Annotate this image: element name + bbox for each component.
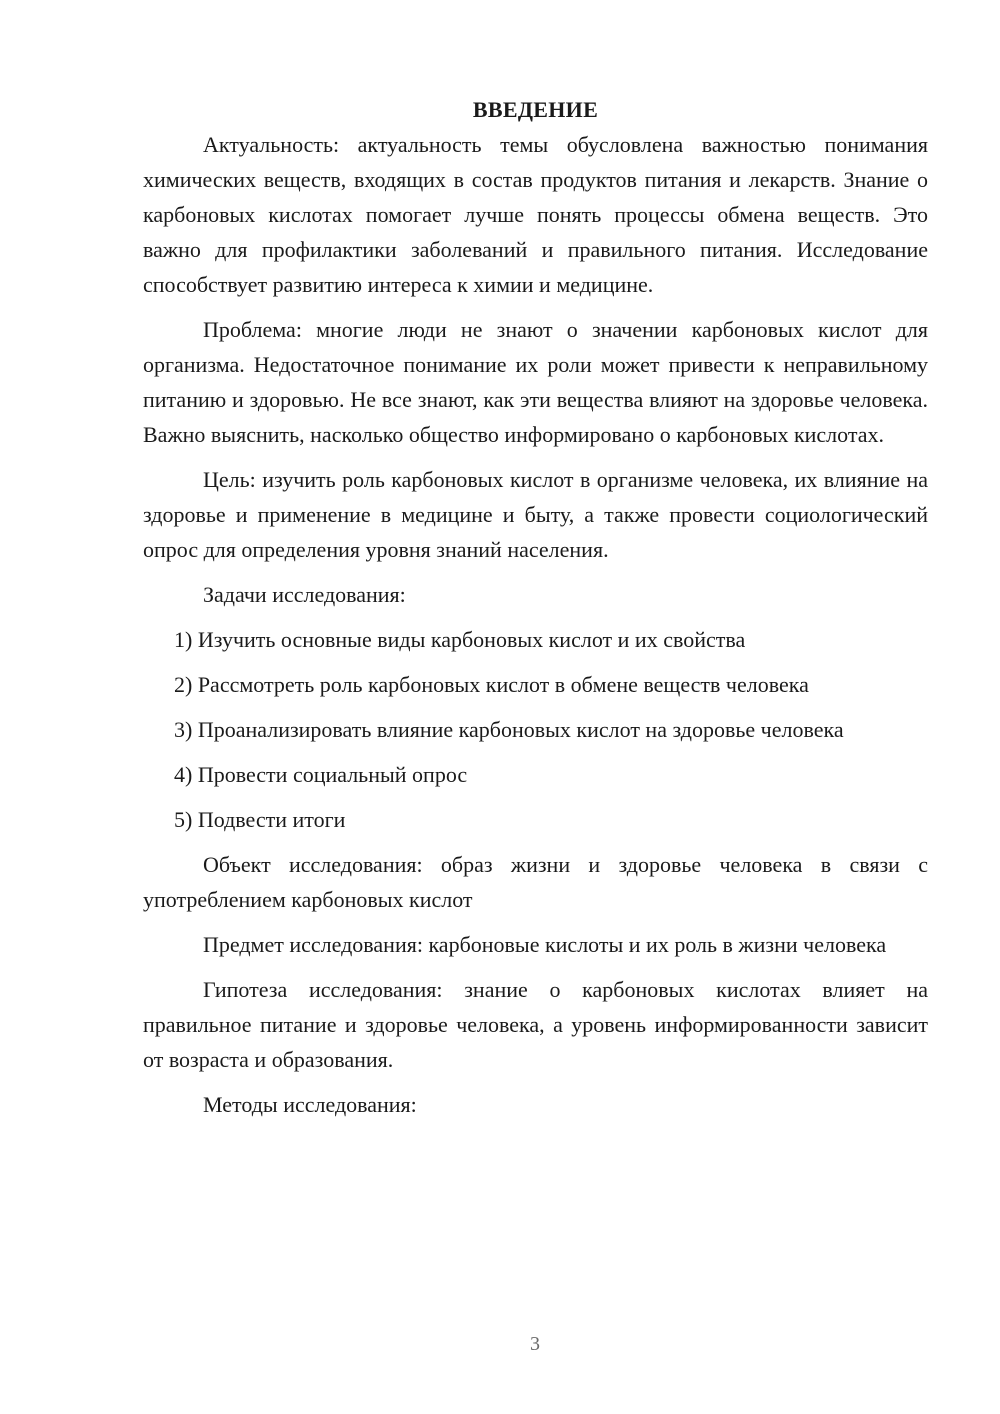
paragraph-methods-heading: Методы исследования: [203,1092,417,1117]
paragraph-hypothesis: Гипотеза исследования: знание о карбоновых кислотах влияет на правильное питание и здоровье человека, а уровень информированности зависит от возраста и образования. [143,977,928,1072]
paragraph-object: Объект исследования: образ жизни и здоровье человека в связи с употреблением карбоновых кислот [143,852,928,912]
document-page [143,92,928,1132]
paragraph-subject: Предмет исследования: карбоновые кислоты и их роль в жизни человека [203,932,887,957]
paragraph-goal: Цель: изучить роль карбоновых кислот в организме человека, их влияние на здоровье и применение в медицине и быту, а также провести социологический опрос для определения уровня знаний населения. [143,467,928,562]
task-item-3: 3) Проанализировать влияние карбоновых кислот на здоровье человека [174,717,844,742]
task-item-1: 1) Изучить основные виды карбоновых кислот и их свойства [174,627,746,652]
paragraph-problem: Проблема: многие люди не знают о значении карбоновых кислот для организма. Недостаточное понимание их роли может привести к неправильному питанию и здоровью. Не все знают, как эти вещества влияют на здоровье человека. Важно выяснить, насколько общество информировано о карбоновых кислотах. [143,317,928,447]
section-title: ВВЕДЕНИЕ [472,97,599,122]
task-item-4: 4) Провести социальный опрос [174,762,468,787]
task-item-2: 2) Рассмотреть роль карбоновых кислот в обмене веществ человека [174,672,809,697]
paragraph-relevance: Актуальность: актуальность темы обусловлена важностью понимания химических веществ, входящих в состав продуктов питания и лекарств. Знание о карбоновых кислотах помогает лучше понять процессы обмена веществ. Это важно для профилактики заболеваний и правильного питания. Исследование способствует развитию интереса к химии и медицине. [143,132,928,297]
task-item-5: 5) Подвести итоги [174,807,346,832]
page-number: 3 [530,1333,540,1355]
paragraph-tasks-heading: Задачи исследования: [203,582,406,607]
